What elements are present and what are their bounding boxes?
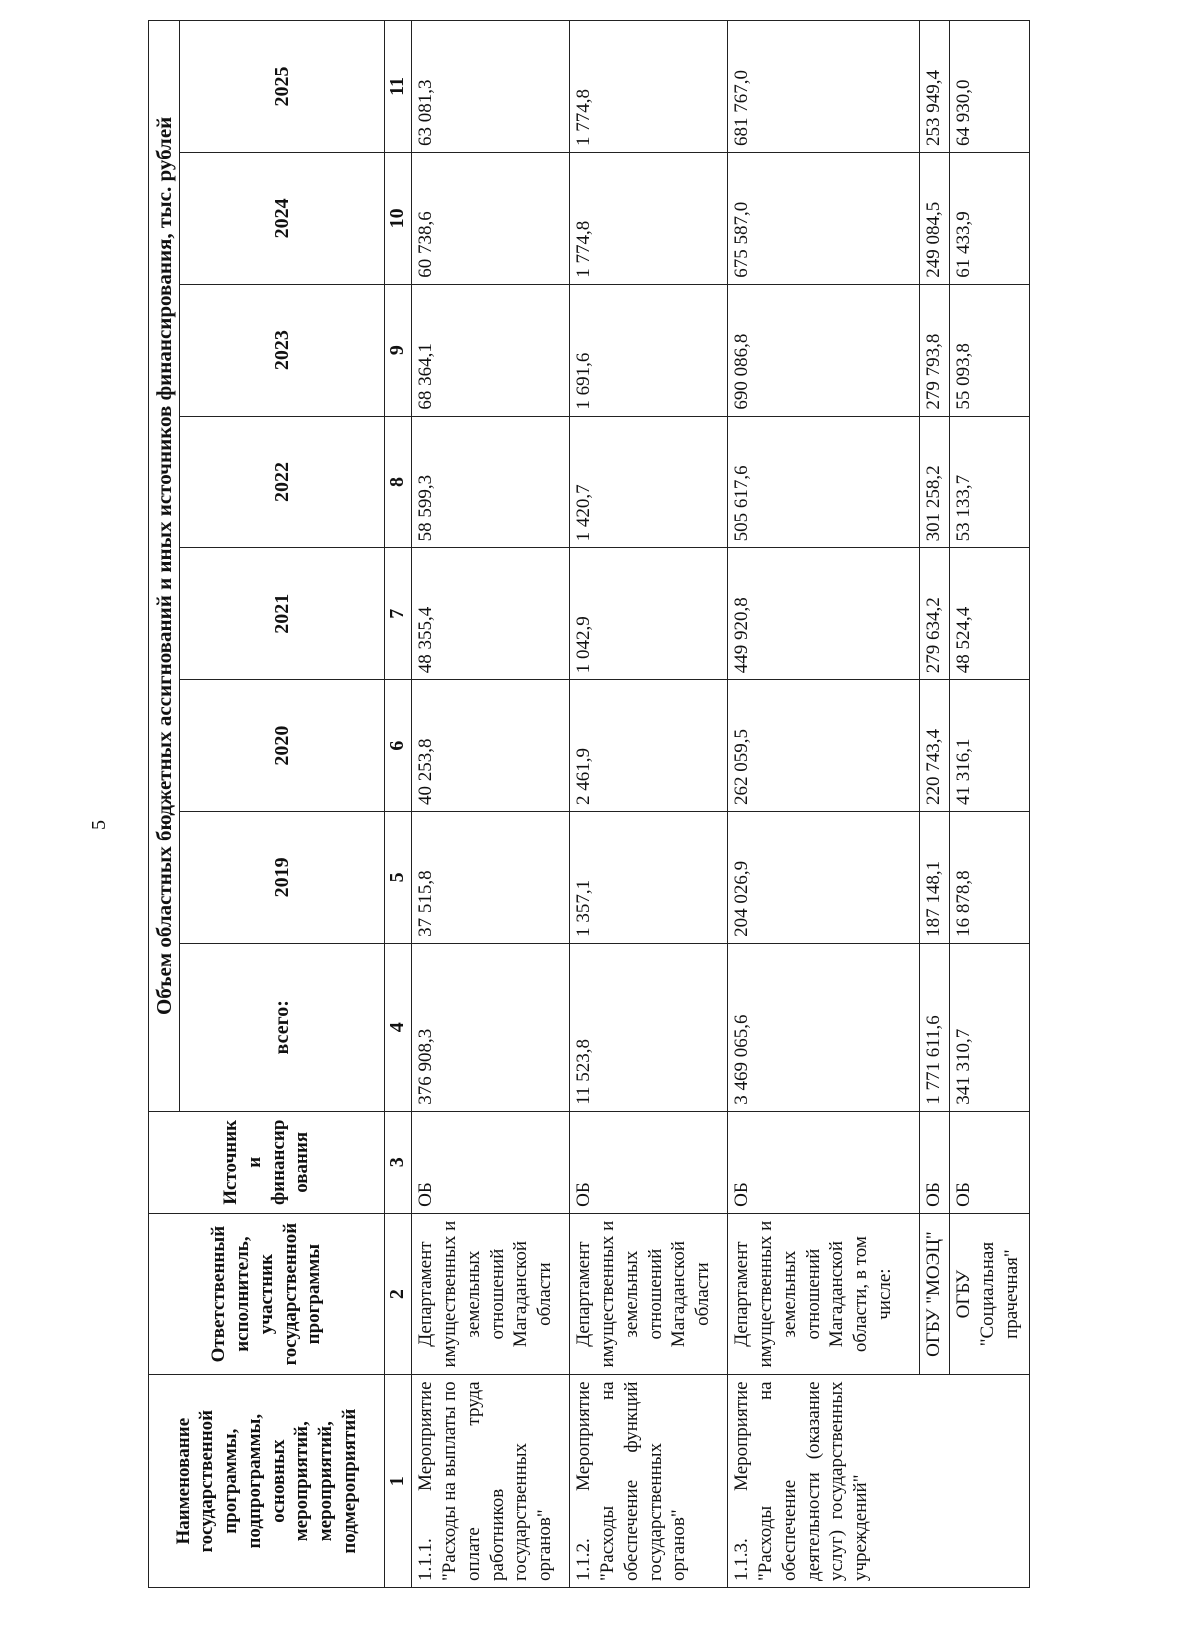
- value-cell: 64 930,0: [950, 21, 1030, 153]
- responsible-cell: Департамент имущественных и земельных отношений Магаданской области, в том числе:: [728, 1213, 920, 1375]
- column-number: 5: [385, 812, 412, 944]
- column-number: 9: [385, 284, 412, 416]
- column-number-row: [385, 21, 412, 1588]
- header-year-2023: 2023: [180, 284, 385, 416]
- column-number: 7: [385, 548, 412, 680]
- measure-name: 1.1.1. Мероприятие "Расходы на выплаты по оплате труда работников государственных органов": [412, 1375, 570, 1588]
- source-cell: ОБ: [920, 1111, 950, 1213]
- value-cell: 279 793,8: [920, 284, 950, 416]
- source-cell: ОБ: [950, 1111, 1030, 1213]
- value-cell: 1 357,1: [570, 812, 728, 944]
- header-year-2024: 2024: [180, 152, 385, 284]
- value-cell: 253 949,4: [920, 21, 950, 153]
- value-cell: 262 059,5: [728, 680, 920, 812]
- header-row-top: [149, 21, 180, 1588]
- column-number: 3: [385, 1111, 412, 1213]
- header-responsible: Ответственный исполнитель, участник государственной программы: [149, 1213, 385, 1375]
- column-number: 1: [385, 1375, 412, 1588]
- value-cell: 48 524,4: [950, 548, 1030, 680]
- value-cell: 341 310,7: [950, 943, 1030, 1111]
- table-subrow: [950, 21, 1030, 1588]
- table-subrow: [920, 21, 950, 1588]
- value-cell: 249 084,5: [920, 152, 950, 284]
- value-cell: 60 738,6: [412, 152, 570, 284]
- value-cell: 53 133,7: [950, 416, 1030, 548]
- page-number: 5: [88, 820, 110, 830]
- value-cell: 675 587,0: [728, 152, 920, 284]
- value-cell: 1 771 611,6: [920, 943, 950, 1111]
- value-cell: 1 042,9: [570, 548, 728, 680]
- value-cell: 3 469 065,6: [728, 943, 920, 1111]
- value-cell: 63 081,3: [412, 21, 570, 153]
- value-cell: 2 461,9: [570, 680, 728, 812]
- source-cell: ОБ: [570, 1111, 728, 1213]
- value-cell: 41 316,1: [950, 680, 1030, 812]
- header-financing-group: Объем областных бюджетных ассигнований и иных источников финансирования, тыс. рублей: [149, 21, 180, 1112]
- value-cell: 37 515,8: [412, 812, 570, 944]
- header-year-2019: 2019: [180, 812, 385, 944]
- value-cell: 220 743,4: [920, 680, 950, 812]
- value-cell: 690 086,8: [728, 284, 920, 416]
- financing-table: [148, 20, 1030, 1588]
- value-cell: 48 355,4: [412, 548, 570, 680]
- value-cell: 55 093,8: [950, 284, 1030, 416]
- header-year-2021: 2021: [180, 548, 385, 680]
- header-name: Наименование государственной программы, подпрограммы, основных мероприятий, мероприятий, подмероприятий: [149, 1375, 385, 1588]
- responsible-cell: ОГБУ "Социальная прачечная": [950, 1213, 1030, 1375]
- value-cell: 505 617,6: [728, 416, 920, 548]
- value-cell: 61 433,9: [950, 152, 1030, 284]
- value-cell: 1 774,8: [570, 152, 728, 284]
- value-cell: 376 908,3: [412, 943, 570, 1111]
- responsible-cell: ОГБУ "МОЭЦ": [920, 1213, 950, 1375]
- source-cell: ОБ: [728, 1111, 920, 1213]
- measure-name: 1.1.2. Мероприятие "Расходы на обеспечение функций государственных органов": [570, 1375, 728, 1588]
- value-cell: 681 767,0: [728, 21, 920, 153]
- value-cell: 279 634,2: [920, 548, 950, 680]
- table-row: [412, 21, 570, 1588]
- column-number: 10: [385, 152, 412, 284]
- table-row: [570, 21, 728, 1588]
- header-source: Источник и финансир ования: [149, 1111, 385, 1213]
- value-cell: 40 253,8: [412, 680, 570, 812]
- header-year-2025: 2025: [180, 21, 385, 153]
- column-number: 4: [385, 943, 412, 1111]
- rotated-table-container: [148, 20, 1022, 1588]
- value-cell: 16 878,8: [950, 812, 1030, 944]
- value-cell: 68 364,1: [412, 284, 570, 416]
- value-cell: 1 774,8: [570, 21, 728, 153]
- value-cell: 11 523,8: [570, 943, 728, 1111]
- measure-name: 1.1.3. Мероприятие "Расходы на обеспечение деятельности (оказание услуг) государственных учреждений": [728, 1375, 1030, 1588]
- value-cell: 1 420,7: [570, 416, 728, 548]
- header-year-total: всего:: [180, 943, 385, 1111]
- header-year-2022: 2022: [180, 416, 385, 548]
- responsible-cell: Департамент имущественных и земельных отношений Магаданской области: [412, 1213, 570, 1375]
- header-year-2020: 2020: [180, 680, 385, 812]
- responsible-cell: Департамент имущественных и земельных отношений Магаданской области: [570, 1213, 728, 1375]
- column-number: 6: [385, 680, 412, 812]
- value-cell: 204 026,9: [728, 812, 920, 944]
- column-number: 8: [385, 416, 412, 548]
- column-number: 2: [385, 1213, 412, 1375]
- value-cell: 58 599,3: [412, 416, 570, 548]
- value-cell: 449 920,8: [728, 548, 920, 680]
- table-row: [728, 21, 920, 1588]
- value-cell: 301 258,2: [920, 416, 950, 548]
- value-cell: 1 691,6: [570, 284, 728, 416]
- column-number: 11: [385, 21, 412, 153]
- value-cell: 187 148,1: [920, 812, 950, 944]
- source-cell: ОБ: [412, 1111, 570, 1213]
